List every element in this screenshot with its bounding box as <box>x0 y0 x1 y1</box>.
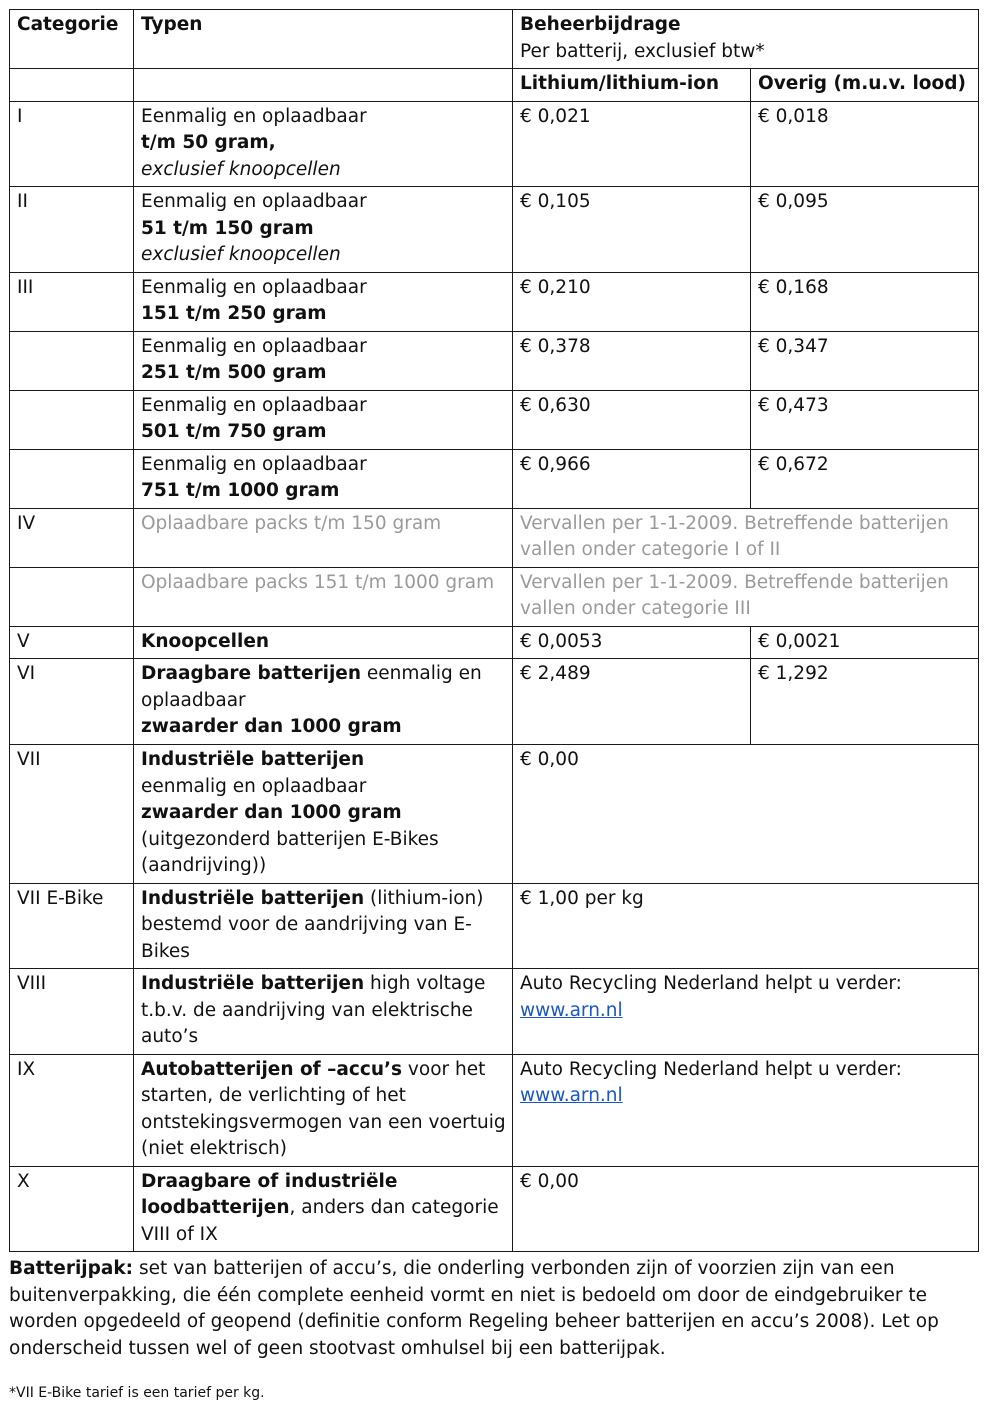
table-row <box>10 331 979 390</box>
table-row <box>10 1054 979 1166</box>
fee-text: Auto Recycling Nederland helpt u verder: <box>520 973 902 994</box>
type-cell <box>134 390 513 449</box>
type-line: Eenmalig en oplaadbaar <box>141 276 367 298</box>
category-cell: V <box>10 626 134 659</box>
type-text: eenmalig en oplaadbaar <box>141 663 482 711</box>
fee-lithium: € 0,966 <box>513 449 751 508</box>
type-line: Eenmalig en oplaadbaar <box>141 394 367 416</box>
subheader-empty-cell <box>134 69 513 102</box>
category-cell: VII E-Bike <box>10 883 134 969</box>
fee-overig: € 0,095 <box>751 187 979 273</box>
category-cell: IX <box>10 1054 134 1166</box>
type-weight: t/m 50 gram, <box>141 132 276 153</box>
type-note: (uitgezonderd batterijen E-Bikes (aandrijving)) <box>141 828 439 876</box>
category-cell: VII <box>10 745 134 884</box>
fee-cell: Vervallen per 1-1-2009. Betreffende batterijen vallen onder categorie III <box>513 567 979 626</box>
definition-term: Batterijpak: <box>9 1258 134 1279</box>
fee-overig: € 0,473 <box>751 390 979 449</box>
table-row <box>10 1166 979 1252</box>
type-weight: 501 t/m 750 gram <box>141 421 327 442</box>
header-lithium: Lithium/lithium-ion <box>513 69 751 102</box>
type-cell <box>134 1166 513 1252</box>
type-bold: Autobatterijen of –accu’s <box>141 1058 403 1080</box>
type-cell: Oplaadbare packs t/m 150 gram <box>134 508 513 567</box>
subheader-row <box>10 69 979 102</box>
header-row <box>10 10 979 69</box>
fee-lithium: € 0,0053 <box>513 626 751 659</box>
category-cell: VI <box>10 659 134 745</box>
type-weight: 251 t/m 500 gram <box>141 362 327 383</box>
fee-cell: € 1,00 per kg <box>513 883 979 969</box>
category-cell: VIII <box>10 969 134 1055</box>
table-row <box>10 567 979 626</box>
type-line: eenmalig en oplaadbaar <box>141 775 367 797</box>
category-cell <box>10 449 134 508</box>
arn-link[interactable]: www.arn.nl <box>520 1085 623 1106</box>
table-row <box>10 187 979 273</box>
type-line <box>141 661 506 714</box>
type-bold: Industriële batterijen <box>141 887 365 909</box>
category-cell: IV <box>10 508 134 567</box>
fee-lithium: € 0,378 <box>513 331 751 390</box>
header-typen: Typen <box>134 10 513 69</box>
header-beheerbijdrage <box>513 10 979 69</box>
type-bold: Draagbare of industriële loodbatterijen <box>141 1170 398 1218</box>
header-beheerbijdrage-title: Beheerbijdrage <box>520 14 681 35</box>
type-weight: 151 t/m 250 gram <box>141 303 327 324</box>
header-beheerbijdrage-sub: Per batterij, exclusief btw* <box>520 40 765 62</box>
fee-cell: € 0,00 <box>513 745 979 884</box>
fee-cell <box>513 969 979 1055</box>
type-text: (lithium-ion) bestemd voor de aandrijving van E-Bikes <box>141 887 484 962</box>
type-cell <box>134 883 513 969</box>
category-cell: III <box>10 272 134 331</box>
category-cell <box>10 331 134 390</box>
type-cell: Knoopcellen <box>134 626 513 659</box>
type-cell <box>134 101 513 187</box>
fee-lithium: € 0,105 <box>513 187 751 273</box>
type-line: Eenmalig en oplaadbaar <box>141 105 367 127</box>
category-cell: II <box>10 187 134 273</box>
battery-fee-table <box>9 9 979 1252</box>
type-bold: Industriële batterijen <box>141 973 365 994</box>
fee-lithium: € 0,630 <box>513 390 751 449</box>
type-bold: Draagbare batterijen <box>141 663 362 684</box>
fee-overig: € 0,347 <box>751 331 979 390</box>
type-cell <box>134 1054 513 1166</box>
fee-lithium: € 0,021 <box>513 101 751 187</box>
category-cell <box>10 567 134 626</box>
fee-overig: € 0,018 <box>751 101 979 187</box>
fee-overig: € 0,672 <box>751 449 979 508</box>
fee-overig: € 1,292 <box>751 659 979 745</box>
table-row <box>10 626 979 659</box>
fee-overig: € 0,168 <box>751 272 979 331</box>
footnote: *VII E-Bike tarief is een tarief per kg. <box>9 1385 265 1401</box>
fee-cell: Vervallen per 1-1-2009. Betreffende batterijen vallen onder categorie I of II <box>513 508 979 567</box>
table-row <box>10 390 979 449</box>
type-weight: 51 t/m 150 gram <box>141 217 314 239</box>
fee-overig: € 0,0021 <box>751 626 979 659</box>
type-cell <box>134 187 513 273</box>
type-cell <box>134 272 513 331</box>
type-text: , anders dan categorie VIII of IX <box>141 1197 499 1245</box>
type-cell <box>134 745 513 884</box>
table-row <box>10 508 979 567</box>
definition-text: set van batterijen of accu’s, die onderling verbonden zijn of voorzien zijn van een buitenverpakking, die één complete eenheid vormt en niet is bedoeld om door de eindgebruiker te worden opgedeeld of geopend (definitie conform Regeling beheer batterijen en accu’s 2008). Let op onderscheid tussen wel of geen stootvast omhulsel bij een batterijpak. <box>9 1258 939 1359</box>
table-row <box>10 449 979 508</box>
type-weight: zwaarder dan 1000 gram <box>141 802 402 823</box>
table-row <box>10 272 979 331</box>
fee-lithium: € 0,210 <box>513 272 751 331</box>
type-cell <box>134 449 513 508</box>
type-line: Eenmalig en oplaadbaar <box>141 191 367 212</box>
category-cell: I <box>10 101 134 187</box>
type-weight: 751 t/m 1000 gram <box>141 480 340 501</box>
fee-cell: € 0,00 <box>513 1166 979 1252</box>
type-cell <box>134 331 513 390</box>
header-overig: Overig (m.u.v. lood) <box>751 69 979 102</box>
type-weight: zwaarder dan 1000 gram <box>141 716 402 737</box>
category-cell: X <box>10 1166 134 1252</box>
type-text: high voltage t.b.v. de aandrijving van elektrische auto’s <box>141 973 486 1047</box>
type-line: Eenmalig en oplaadbaar <box>141 335 367 357</box>
fee-cell <box>513 1054 979 1166</box>
type-note: exclusief knoopcellen <box>141 244 341 265</box>
category-cell <box>10 390 134 449</box>
type-cell: Oplaadbare packs 151 t/m 1000 gram <box>134 567 513 626</box>
table-row <box>10 659 979 745</box>
type-line: Eenmalig en oplaadbaar <box>141 453 367 475</box>
batterijpak-definition <box>9 1256 977 1362</box>
type-text: voor het starten, de verlichting of het ontstekingsvermogen van een voertuig (niet elektrisch) <box>141 1058 506 1159</box>
fee-text: Auto Recycling Nederland helpt u verder: <box>520 1058 902 1080</box>
type-note: exclusief knoopcellen <box>141 158 341 180</box>
subheader-empty-cell <box>10 69 134 102</box>
table-row <box>10 745 979 884</box>
fee-lithium: € 2,489 <box>513 659 751 745</box>
type-cell <box>134 659 513 745</box>
header-categorie: Categorie <box>10 10 134 69</box>
arn-link[interactable]: www.arn.nl <box>520 999 623 1021</box>
table-row <box>10 101 979 187</box>
table-row <box>10 969 979 1055</box>
type-bold: Industriële batterijen <box>141 749 365 770</box>
table-row <box>10 883 979 969</box>
type-cell <box>134 969 513 1055</box>
